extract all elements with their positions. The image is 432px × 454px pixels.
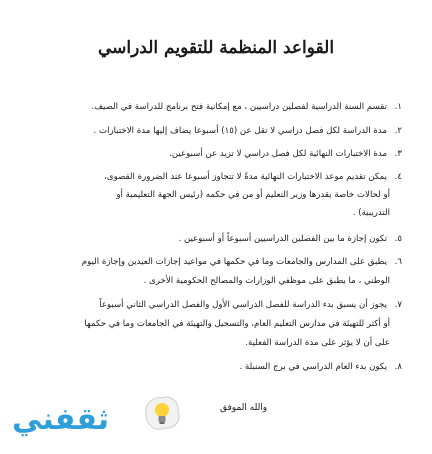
rule-number: ٤. [394,172,402,182]
lightbulb-icon [140,392,184,436]
document-title: القواعد المنظمة للتقويم الدراسي [97,38,335,58]
rule-text-continuation: أو أكثر للتهيئة في مدارس التعليم العام، والتسجيل والتهيئة في الجامعات وما في حكمها [84,319,390,329]
rule-number: ٢. [394,126,402,136]
rule-text-continuation: التدريبية) . [352,208,390,218]
rule-number: ١. [394,102,402,112]
rule-text: يطبق على المدارس والجامعات وما في حكمها في مواعيد إجازات العيدين وإجازة اليوم [81,257,387,267]
rule-number: ٥. [394,234,402,244]
closing-text: والله الموفق [220,403,268,413]
rule-item [20,149,402,160]
rule-item [20,102,402,113]
rule-number: ٣. [394,149,402,159]
rule-text: تكون إجازة ما بين الفصلين الدراسيين أسبوعاً أو أسبوعين . [178,234,387,244]
rule-item [20,172,402,183]
rule-text-continuation: الوطني ، ما يطبق على موظفي الوزارات والمصالح الحكومية الأخرى . [143,276,390,286]
rule-item [20,257,402,268]
rule-text-continuation: على أن لا يؤثر على مدة الدراسة الفعلية. [245,338,390,348]
rule-text: تقسم السنة الدراسية لفصلين دراسيين ، مع إمكانية فتح برنامج للدراسة في الصيف. [91,102,387,112]
rule-number: ٦. [394,257,402,267]
rule-item [20,234,402,245]
logo-text: ثقفني [12,402,110,437]
site-logo [12,392,212,442]
rule-item [20,126,402,137]
rule-text: مدة الدراسة لكل فصل دراسي لا تقل عن (١٥) أسبوعا يضاف إليها مدة الاختبارات . [93,126,387,136]
rule-text: يجوز أن يسبق بدء الدراسة للفصل الدراسي الأول والفصل الدراسي الثاني أسبوعاً [99,300,387,310]
rule-item [20,362,402,373]
rule-text: مدة الاختبارات النهائية لكل فصل دراسي لا تزيد عن أسبوعين. [169,149,387,159]
rule-number: ٧. [394,300,402,310]
rule-number: ٨. [394,362,402,372]
rule-text-continuation: أو لحالات خاصة يقدرها وزير التعليم أو من في حكمه (رئيس الجهة التعليمية أو [116,190,390,200]
rule-item [20,300,402,311]
rule-text: يكون بدء العام الدراسي في برج السنبلة . [239,362,387,372]
rule-text: يمكن تقديم موعد الاختبارات النهائية مدةً لا تتجاوز أسبوعا عند الضرورة القصوى، [104,172,387,182]
